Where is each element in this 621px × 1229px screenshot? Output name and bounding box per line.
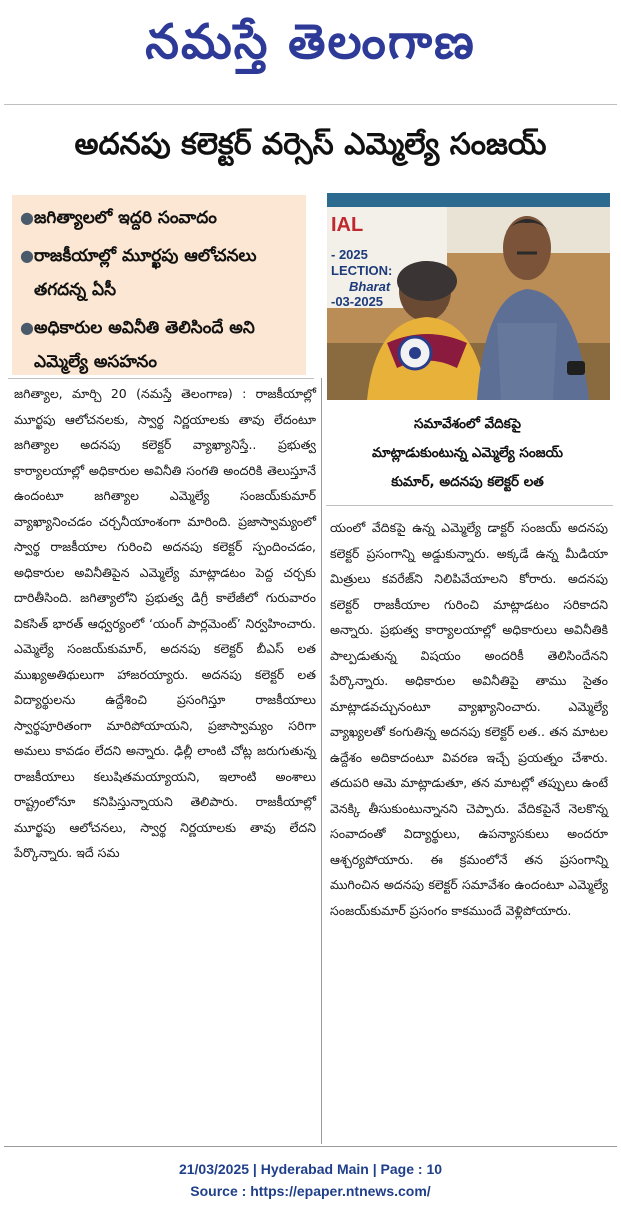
column-top-rule <box>8 378 314 379</box>
banner-text: Bharat <box>349 279 391 294</box>
banner-text: LECTION: <box>331 263 393 278</box>
banner-text: - 2025 <box>331 247 368 262</box>
highlight-item: ● జగిత్యాలలో ఇద్దరి సంవాదం <box>20 201 298 235</box>
bullet-icon: ● <box>20 318 34 337</box>
column-divider <box>321 378 322 1144</box>
top-divider <box>4 104 617 105</box>
highlight-item: ● రాజకీయాల్లో మూర్ఖపు ఆలోచనలు తగదన్న ఏసీ <box>20 239 298 307</box>
photo-caption: సమావేశంలో వేదికపై మాట్లాడుకుంటున్న ఎమ్మెల్యే సంజయ్‌ కుమార్‌, అదనపు కలెక్టర్‌ లత <box>372 415 563 490</box>
article-photo <box>327 193 610 400</box>
bottom-rule <box>4 1146 617 1147</box>
article-headline: అదనపు కలెక్టర్‌ వర్సెస్‌ ఎమ్మెల్యే సంజయ్‌ <box>74 127 547 162</box>
source-link[interactable]: Source : https://epaper.ntnews.com/ <box>190 1183 431 1199</box>
edition-info: 21/03/2025 | Hyderabad Main | Page : 10 <box>178 1161 443 1177</box>
caption-bottom-rule <box>326 505 613 506</box>
masthead <box>0 0 621 96</box>
bullet-icon: ● <box>20 208 34 227</box>
newspaper-logo: నమస్తే తెలంగాణ <box>145 14 476 70</box>
article-body-left: జగిత్యాల, మార్చి 20 (నమస్తే తెలంగాణ) : రాజకీయాల్లో మూర్ఖపు ఆలోచనలకు, స్వార్థ నిర్ణయాలకు తావు లేదంటూ జగిత్యాల అదనపు కలెక్టర్‌ వ్యాఖ్యానిస్తే.. ప్రభుత్వ కార్యాలయాల్లో అధికారుల అవినీతి సంగతి అందరికి తెలుస్తూనే ఉందంటూ జగిత్యాల ఎమ్మెల్యే సంజయ్‌కుమార్‌ వ్యాఖ్యానించడం చర్చనీయాంశంగా మారింది. ప్రజాస్వామ్యంలో స్వార్థ రాజకీయాల గురించి అదనపు కలెక్టర్‌ స్పందించడం, అధికారుల అవినీతిపైన ఎమ్మెల్యే మాట్లాడటం పెద్ద చర్చకు దారితీసింది. జగిత్యాలోని ప్రభుత్వ డిగ్రీ కాలేజీలో గురువారం వికసిత్‌ భారత్‌ ఆధ్వర్యంలో ‘యంగ్‌ పార్లమెంట్‌’ నిర్వహించారు. ఎమ్మెల్యే సంజయ్‌కుమార్‌, అదనపు కలెక్టర్‌ బీఎస్‌ లత ముఖ్యఅతిథులుగా హాజరయ్యారు. అదనపు కలెక్టర్‌ లత విద్యార్థులను ఉద్దేశించి ప్రసంగిస్తూ రాజకీయాలు స్వార్థపూరితంగా మారిపోయాయని, ప్రజాస్వామ్యం సరిగా అమలు కావడం లేదని అన్నారు. ఢిల్లీ లాంటి చోట్ల జరుగుతున్న రాజకీయాలు కలుషితమయ్యాయని, ఇలాంటి అంశాలు రాష్ట్రంలోనూ కనిపిస్తున్నాయని తెలిపారు. రాజకీయాల్లో మూర్ఖపు ఆలోచనలు, స్వార్థ నిర్ణయాలకు తావు లేదని పేర్కొన్నారు. ఇదే సమ <box>14 386 316 860</box>
banner-text: IAL <box>331 214 364 236</box>
highlight-item: ● అధికారుల అవినీతి తెలిసిందే అని ఎమ్మెల్యే అసహనం <box>20 311 298 379</box>
article-body-right: యంలో వేదికపై ఉన్న ఎమ్మెల్యే డాక్టర్‌ సంజయ్‌ అదనపు కలెక్టర్‌ ప్రసంగాన్ని అడ్డుకున్నారు. అక్కడే ఉన్న మీడియా మిత్రులు కవరేజ్‌ని నిలిపివేయాలని కోరారు. అదనపు కలెక్టర్‌ రాజకీయాల గురించి మాట్లాడటం సరికాదని అన్నారు. ప్రభుత్వ కార్యాలయాల్లో అధికారులు అవినీతికి పాల్పడుతున్న విషయం అందరికీ తెలిసిందేనని పేర్కొన్నారు. అధికారుల అవినీతిపై తాము సైతం మాట్లాడవచ్చునంటూ వ్యాఖ్యానించారు. ఎమ్మెల్యే వ్యాఖ్యలతో కంగుతిన్న అదనపు కలెక్టర్‌ లత.. తన మాటల ఉద్దేశం అదికాదంటూ వివరణ ఇచ్చే ప్రయత్నం చేశారు. తదుపరి ఆమె మాట్లాడుతూ, తన మాటల్లో తప్పులు ఉంటే వెనక్కి తీసుకుంటున్నానని చెప్పారు. వేదికపైనే నెలకొన్న సంవాదంతో విద్యార్థులు, ఉపన్యాసకులు అందరూ ఆశ్చర్యపోయారు. ఈ క్రమంలోనే తన ప్రసంగాన్ని ముగించిన అదనపు కలెక్టర్‌ సమావేశం ఉందంటూ ఎమ్మెల్యే సంజయ్‌కుమార్‌ ప్రసంగం కాకముందే వెళ్లిపోయారు. <box>330 520 608 918</box>
page-footer <box>0 1158 621 1202</box>
bullet-icon: ● <box>20 246 34 265</box>
banner-text: -03-2025 <box>331 294 384 309</box>
highlights-box <box>12 195 306 375</box>
